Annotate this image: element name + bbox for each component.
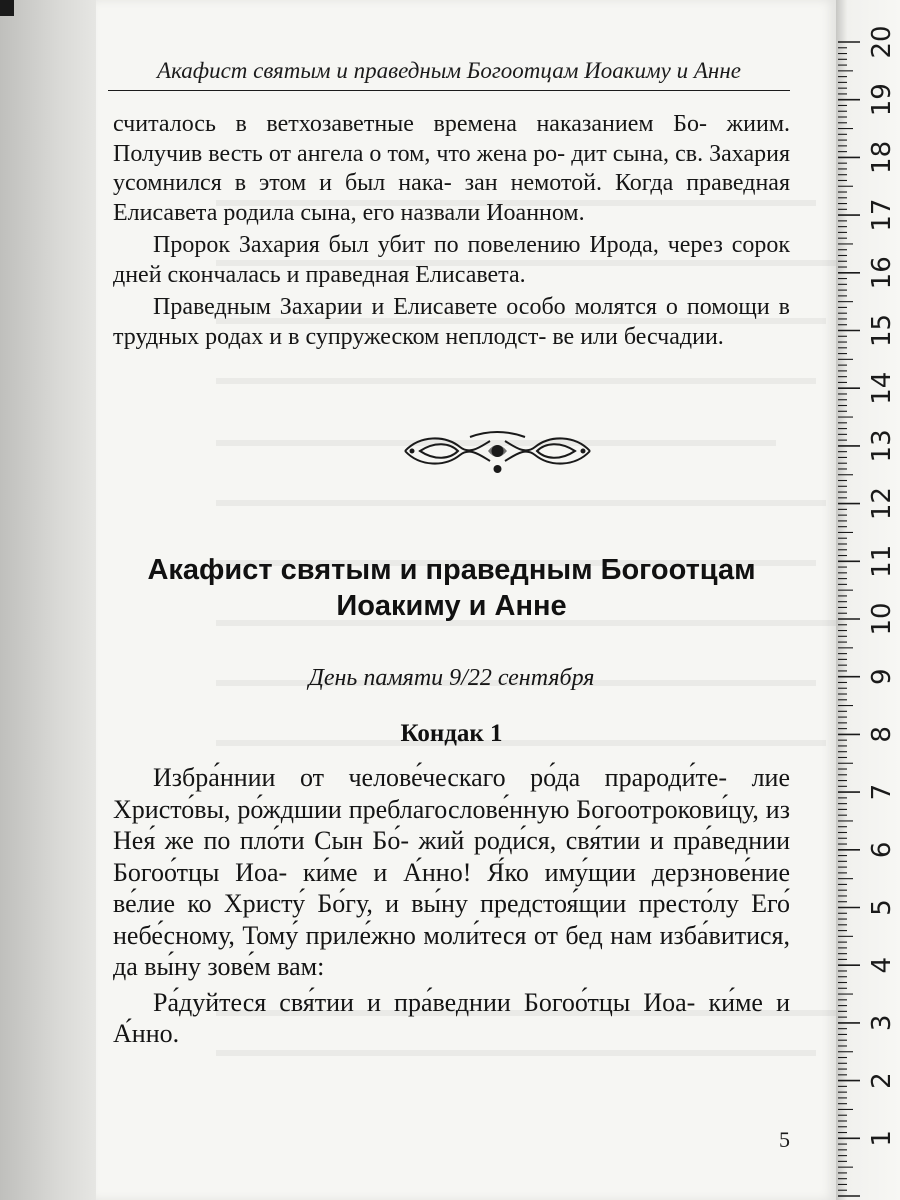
text-line: сына, его назвали Иоанном. — [300, 199, 585, 226]
ruler-number: 20 — [867, 25, 897, 59]
text-line: ки́ме и А́нно! Я́ко иму́щии дерзнове́ние ве́лие ко — [113, 857, 791, 918]
ruler-number: 10 — [867, 602, 897, 636]
ruler-number: 3 — [867, 1014, 897, 1032]
intro-text — [113, 110, 790, 355]
text-line: небе́сному, Тому́ приле́жно моли́теся от бед нам — [113, 920, 653, 950]
ruler-number: 8 — [867, 726, 897, 743]
text-line: ве или бесчадии. — [552, 323, 724, 350]
text-line: через сорок дней скончалась и праведная Елисавета. — [113, 232, 790, 288]
running-head: Акафист святым и праведным Богоотцам Иоакиму и Анне — [108, 58, 790, 91]
ruler-number: 19 — [867, 83, 897, 117]
text-line: изба́витися, да вы́ну зове́м вам: — [113, 920, 791, 981]
text-line: зан немотой. Когда праведная Елисавета родила — [113, 170, 791, 226]
ornament-divider-icon — [400, 425, 595, 477]
ruler-number: 11 — [867, 544, 897, 578]
akathist-title — [113, 552, 790, 624]
text-line: Пророк Захария был убит по повелению Ирода, — [153, 232, 659, 258]
kondak-text — [113, 762, 790, 1054]
kondak-heading: Кондак 1 — [400, 720, 503, 747]
ruler-number: 7 — [867, 783, 897, 801]
binding-edge — [0, 0, 14, 16]
paragraph-prayer-note — [113, 293, 790, 352]
ruler-number: 17 — [867, 198, 897, 232]
text-line: жиим. Получив весть от ангела о том, что жена ро- — [113, 111, 791, 167]
kondak-paragraph — [113, 762, 790, 983]
ruler-number: 6 — [867, 841, 897, 859]
refrain-paragraph — [113, 987, 790, 1050]
text-line: Избра́ннии от челове́ческаго ро́да прароди́те- — [153, 763, 728, 792]
ruler-number: 12 — [867, 487, 897, 521]
ruler-number: 13 — [867, 429, 897, 463]
ruler-number: 5 — [867, 899, 897, 916]
title-line: Иоакиму и Анне — [336, 590, 567, 622]
ruler-number: 4 — [867, 956, 897, 974]
ruler-number: 18 — [867, 140, 897, 174]
ruler-number: 1 — [867, 1130, 897, 1147]
page-number: 5 — [779, 1127, 790, 1152]
paragraph-herod — [113, 231, 790, 290]
ruler-number: 14 — [867, 371, 897, 405]
text-line: лие Христо́вы, ро́ждшии преблагослове́нную — [113, 763, 791, 824]
ruler-number: 16 — [867, 256, 897, 290]
memory-day: День памяти 9/22 сентября — [308, 665, 595, 691]
text-line: дит сына, св. Захария усомнился в этом и был нака- — [113, 140, 791, 196]
text-line: помощи в трудных родах и в супружеском неплодст- — [113, 294, 791, 350]
ruler-number: 15 — [867, 313, 897, 348]
text-line: Ра́дуйтеся свя́тии и пра́веднии Богоо́тцы Иоа- — [153, 987, 696, 1017]
ruler-number: 9 — [867, 668, 897, 685]
ruler-number: 2 — [867, 1072, 897, 1089]
text-line: Христу́ Бо́гу, и вы́ну предстоя́щии престо́лу Его́ — [223, 889, 790, 918]
text-line: жий роди́ся, свя́тии и пра́веднии Богоо́тцы Иоа- — [113, 826, 791, 887]
text-line: ки́ме и А́нно. — [113, 987, 790, 1048]
measuring-ruler — [836, 0, 900, 1200]
text-line: считалось в ветхозаветные времена наказанием Бо- — [113, 111, 707, 137]
text-line: Праведным Захарии и Елисавете особо молятся о — [153, 294, 678, 320]
paragraph-zachariah — [113, 110, 790, 228]
adjacent-page-edge — [0, 0, 96, 1200]
title-line: Акафист святым и праведным Богоотцам — [147, 554, 756, 586]
text-line: Богоотрокови́цу, из Нея́ же по пло́ти Сын Бо́- — [113, 794, 790, 855]
ruler-scale — [836, 0, 900, 1200]
